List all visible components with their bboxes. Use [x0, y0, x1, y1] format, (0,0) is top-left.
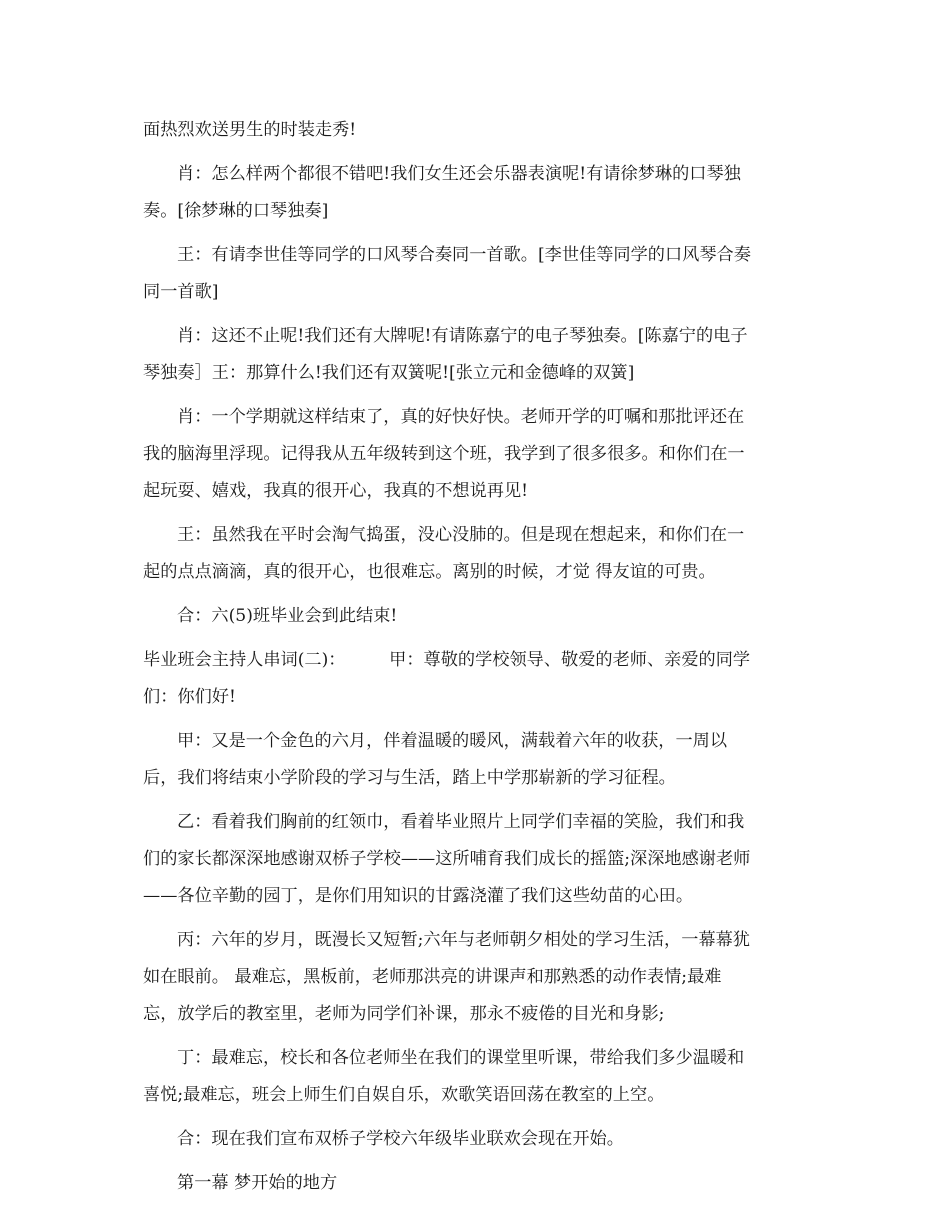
paragraph-line: 们：你们好!	[143, 687, 236, 707]
document-body	[143, 112, 813, 1209]
paragraph	[143, 922, 813, 1033]
paragraph-line: 毕业班会主持人串词(二)： 甲：尊敬的学校领导、敬爱的老师、亲爱的同学	[143, 650, 751, 670]
paragraph	[143, 804, 813, 915]
paragraph-line: 王：虽然我在平时会淘气捣蛋，没心没肺的。但是现在想起来，和你们在一	[177, 525, 745, 545]
paragraph-line: 起的点点滴滴，真的很开心，也很难忘。离别的时候，才觉 得友谊的可贵。	[143, 562, 716, 582]
paragraph-line: 们的家长都深深地感谢双桥子学校——这所哺育我们成长的摇篮;深深地感谢老师	[143, 849, 751, 869]
paragraph-line: 合：现在我们宣布双桥子学校六年级毕业联欢会现在开始。	[177, 1129, 624, 1149]
paragraph	[143, 318, 813, 392]
paragraph-line: 后，我们将结束小学阶段的学习与生活，踏上中学那崭新的学习征程。	[143, 768, 676, 788]
paragraph-line: 面热烈欢送男生的时装走秀!	[143, 120, 357, 140]
paragraph	[143, 598, 813, 635]
paragraph	[143, 642, 813, 716]
paragraph-line: 琴独奏］王：那算什么!我们还有双簧呢![张立元和金德峰的双簧]	[143, 363, 635, 383]
paragraph-line: 乙：看着我们胸前的红领巾，看着毕业照片上同学们幸福的笑脸，我们和我	[177, 812, 745, 832]
paragraph-line: 肖：这还不止呢!我们还有大牌呢!有请陈嘉宁的电子琴独奏。[陈嘉宁的电子	[177, 326, 748, 346]
paragraph-line: 第一幕 梦开始的地方	[177, 1173, 338, 1193]
paragraph-line: 奏。[徐梦琳的口琴独奏]	[143, 201, 329, 221]
paragraph-line: 同一首歌]	[143, 282, 219, 302]
paragraph	[143, 112, 813, 149]
paragraph-line: 肖：怎么样两个都很不错吧!我们女生还会乐器表演呢!有请徐梦琳的口琴独	[177, 164, 741, 184]
paragraph-line: 喜悦;最难忘，班会上师生们自娱自乐，欢歌笑语回荡在教室的上空。	[143, 1085, 665, 1105]
paragraph-line: ——各位辛勤的园丁，是你们用知识的甘露浇灌了我们这些幼苗的心田。	[143, 886, 694, 906]
paragraph-line: 我的脑海里浮现。记得我从五年级转到这个班，我学到了很多很多。和你们在一	[143, 444, 745, 464]
paragraph	[143, 399, 813, 510]
paragraph-line: 肖：一个学期就这样结束了，真的好快好快。老师开学的叮嘱和那批评还在	[177, 407, 745, 427]
paragraph	[143, 723, 813, 797]
paragraph-line: 丙：六年的岁月，既漫长又短暂;六年与老师朝夕相处的学习生活，一幕幕犹	[177, 930, 750, 950]
paragraph-line: 起玩耍、嬉戏，我真的很开心，我真的不想说再见!	[143, 481, 529, 501]
paragraph	[143, 1040, 813, 1114]
paragraph	[143, 1121, 813, 1158]
paragraph-line: 甲：又是一个金色的六月，伴着温暖的暖风，满载着六年的收获，一周以	[177, 731, 728, 751]
paragraph-line: 丁：最难忘，校长和各位老师坐在我们的课堂里听课，带给我们多少温暖和	[177, 1048, 745, 1068]
paragraph	[143, 156, 813, 230]
paragraph-line: 合：六(5)班毕业会到此结束!	[177, 606, 398, 626]
paragraph	[143, 237, 813, 311]
paragraph-line: 忘，放学后的教室里，老师为同学们补课，那永不疲倦的目光和身影;	[143, 1004, 665, 1024]
paragraph	[143, 517, 813, 591]
paragraph-line: 王：有请李世佳等同学的口风琴合奏同一首歌。[李世佳等同学的口风琴合奏	[177, 245, 751, 265]
paragraph-line: 如在眼前。 最难忘，黑板前，老师那洪亮的讲课声和那熟悉的动作表情;最难	[143, 967, 722, 987]
paragraph	[143, 1165, 813, 1202]
